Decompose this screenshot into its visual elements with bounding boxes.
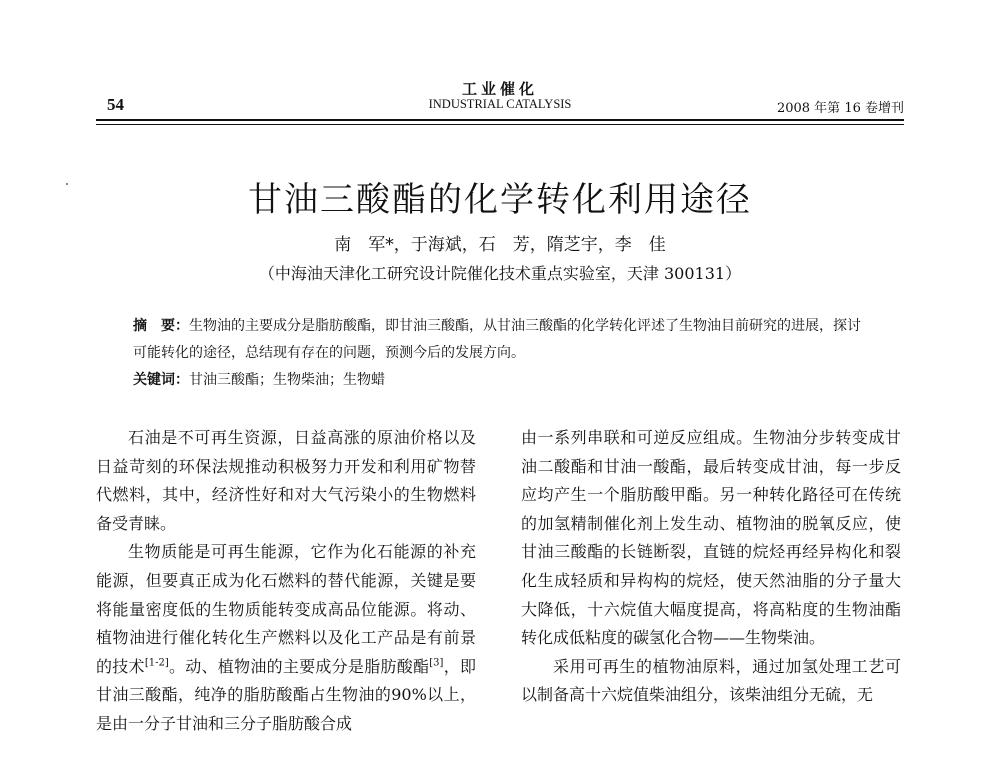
paragraph: 采用可再生的植物油原料，通过加氢处理工艺可以制备高十六烷值柴油组分，该柴油组分无硫，无 [521, 656, 901, 705]
keywords [133, 367, 873, 394]
citation-ref: [1-2] [144, 657, 169, 669]
issue-info: 2008 年第 16 卷增刊 [776, 101, 904, 116]
page-number: 54 [107, 95, 124, 114]
body-column-right [521, 424, 901, 710]
abstract-label: 摘 要： [133, 318, 189, 334]
journal-title-en: INDUSTRIAL CATALYSIS [428, 97, 572, 111]
keywords-label: 关键词： [133, 372, 189, 388]
abstract-block [133, 313, 873, 394]
header-rule-thin [96, 124, 904, 125]
paragraph: 石油是不可再生资源，日益高涨的原油价格以及日益苛刻的环保法规推动积极努力开发和利用矿物替代燃料，其中，经济性好和对大气污染小的生物燃料备受青睐。 [96, 428, 476, 533]
paragraph: 由一系列串联和可逆反应组成。生物油分步转变成甘油二酸酯和甘油一酸酯，最后转变成甘油，每一步反应均产生一个脂肪酸甲酯。另一种转化路径可在传统的加氢精制催化剂上发生动、植物油的脱氧反应，使甘油三酸酯的长链断裂，直链的烷烃再经异构化和裂化生成轻质和异构构的烷烃，使天然油脂的分子量大大降低，十六烷值大幅度提高，将高粘度的生物油酯转化成低粘度的碳氢化合物——生物柴油。 [521, 428, 901, 648]
citation-ref: [3] [429, 657, 444, 669]
paragraph-text: 。动、植物油的主要成分是脂肪酸酯 [168, 656, 430, 676]
paragraph-text: ，即甘油三酸酯，纯净的脂肪酸酯占生物油的90%以上，是由一分子甘油和三分子脂肪酸合成 [96, 656, 476, 733]
paragraph-text: 生物质能是可再生能源，它作为化石能源的补充能源，但要真正成为化石燃料的替代能源，关键是要将能量密度低的生物质能转变成高品位能源。将动、植物油进行催化转化生产燃料以及化工产品是有前景的技术 [96, 542, 476, 676]
keywords-text: 甘油三酸酯；生物柴油；生物蜡 [189, 372, 385, 388]
abstract [133, 313, 873, 367]
abstract-text: 生物油的主要成分是脂肪酸酯，即甘油三酸酯，从甘油三酸酯的化学转化评述了生物油目前研究的进展，探讨可能转化的途径，总结现有存在的问题，预测今后的发展方向。 [133, 318, 861, 361]
journal-title-cn: 工业催化 [461, 80, 538, 98]
body-column-left [96, 424, 476, 739]
affiliation: （中海油天津化工研究设计院催化技术重点实验室，天津 300131） [258, 264, 742, 283]
header-rule-thick [96, 119, 904, 121]
paragraph [96, 538, 476, 738]
article-title: 甘油三酸酯的化学转化利用途径 [248, 180, 752, 220]
author-list: 南 军*，于海斌，石 芳，隋芝宇，李 佳 [334, 235, 666, 255]
